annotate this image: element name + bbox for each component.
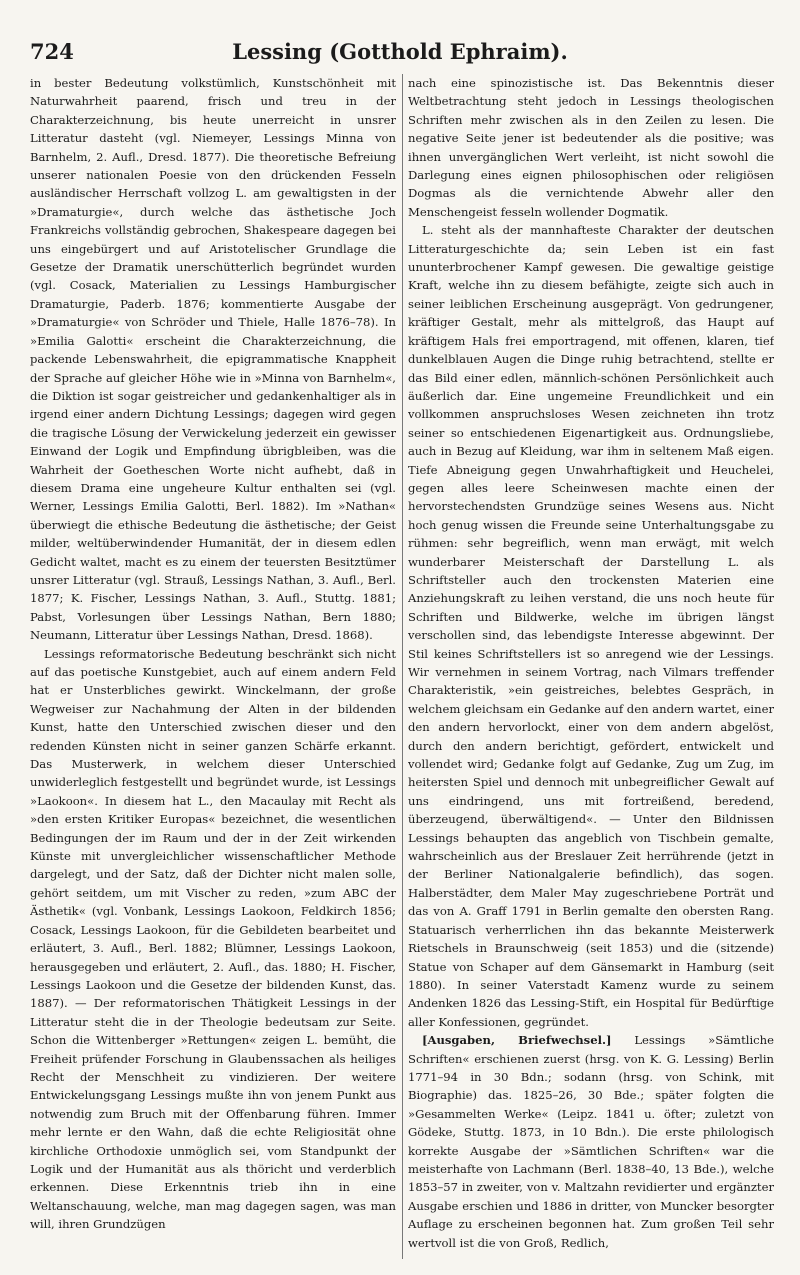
running-head: Lessing (Gotthold Ephraim).: [232, 38, 568, 64]
paragraph: L. steht als der mannhafteste Charakter der deutschen Litteraturgeschichte da; sein Leben ist ein fast ununterbrochener Kampf gewesen. Die gewaltige geistige Kraft, welche ihn zu diesem befähigte, zeigte sich auch in seiner leiblichen Erscheinung ausgeprägt. Von gedrungener, kräftiger Gestalt, mehr als mittelgroß, das Haupt auf kräftigem Hals frei emportragend, mit offenen, klaren, tief dunkelblauen Augen die Dinge ruhig betrachtend, stellte er das Bild einer edlen, männlich-schönen Persönlichkeit auch äußerlich dar. Eine ungemeine Freundlichkeit und ein vollkommen anspruchsloses Wesen zeichneten ihn trotz seiner so entschiedenen Eigenartigkeit aus. Ordnungsliebe, auch in Bezug auf Kleidung, war ihm in seltenem Maß eigen. Tiefe Abneigung gegen Unwahrhaftigkeit und Heuchelei, gegen alles leere Scheinwesen machte einen der hervorstechendsten Grundzüge seines Wesens aus. Nicht hoch genug wissen die Freunde seine Unterhaltungsgabe zu rühmen: sehr begreiflich, wenn man erwägt, mit welch wunderbarer Meisterschaft der Darstellung L. als Schriftsteller auch den trockensten Materien eine Anziehungskraft zu leihen verstand, die uns noch heute für Schriften und Bildwerke, welche im übrigen längst verschollen sind, das lebendigste Interesse abgewinnt. Der Stil keines Schriftstellers ist so anregend wie der Lessings. Wir vernehmen in seinem Vortrag, nach Vilmars treffender Charakteristik, »ein geistreiches, belebtes Gespräch, in welchem gleichsam ein Gedanke auf den andern wartet, einer den andern hervorlockt, einer von dem andern abgelöst, durch den andern berichtigt, gefördert, entwickelt und vollendet wird; Gedanke folgt auf Gedanke, Zug um Zug, im heitersten Spiel und dennoch mit unbegreiflicher Gewalt auf uns eindringend, uns mit fortreißend, beredend, überzeugend, überwältigend«. — Unter den Bildnissen Lessings behaupten das angeblich von Tischbein gemalte, wahrscheinlich aus der Breslauer Zeit herrührende (jetzt in der Berliner Nationalgalerie befindlich), das sogen. Halberstädter, dem Maler May zugeschriebene Porträt und das von A. Graff 1791 in Berlin gemalte den obersten Rang. Statuarisch verherrlichen ihn das bekannte Meisterwerk Rietschels in Braunschweig (seit 1853) und die (sitzende) Statue von Schaper auf dem Gänsemarkt in Hamburg (seit 1880). In seiner Vaterstadt Kamenz wurde zu seinem Andenken 1826 das Lessing-Stift, ein Hospital für Bedürftige aller Konfessionen, gegründet.: [408, 223, 774, 1029]
editions-paragraph: [408, 1031, 774, 1252]
column-rule: [402, 74, 403, 1259]
paragraph: Lessings reformatorische Bedeutung beschränkt sich nicht auf das poetische Kunstgebiet, auch auf einem andern Feld hat er Unsterbliches gewirkt. Winckelmann, der große Wegweiser zur Nachahmung der Alten in der bildenden Kunst, hatte den Unterschied zwischen dieser und den redenden Künsten nicht in seiner ganzen Schärfe erkannt. Das Musterwerk, in welchem dieser Unterschied unwiderleglich festgestellt und begründet wurde, ist Lessings »Laokoon«. In diesem hat L., den Macaulay mit Recht als »den ersten Kritiker Europas« bezeichnet, die wesentlichen Bedingungen der im Raum und der in der Zeit wirkenden Künste mit unvergleichlicher wissenschaftlicher Methode dargelegt, und der Satz, daß der Dichter nicht malen solle, gehört seitdem, um mit Vischer zu reden, »zum ABC der Ästhetik« (vgl. Vonbank, Lessings Laokoon, Feldkirch 1856; Cosack, Lessings Laokoon, für die Gebildeten bearbeitet und erläutert, 3. Aufl., Berl. 1882; Blümner, Lessings Laokoon, herausgegeben und erläutert, 2. Aufl., das. 1880; H. Fischer, Lessings Laokoon und die Gesetze der bildenden Kunst, das. 1887). — Der reformatorischen Thätigkeit Lessings in der Litteratur steht die in der Theologie bedeutsam zur Seite. Schon die Wittenberger »Rettungen« zeigen L. bemüht, die Freiheit prüfender Forschung in Glaubenssachen als heiliges Recht der Menschheit zu vindizieren. Der weitere Entwickelungsgang Lessings mußte ihn von jenem Punkt aus notwendig zum Bruch mit der Offenbarung führen. Immer mehr lernte er den Wahn, daß die echte Religiosität ohne kirchliche Orthodoxie unmöglich sei, vom Standpunkt der Logik und der Humanität aus als thöricht und verderblich erkennen. Diese Erkenntnis trieb ihn in eine Weltanschauung, welche, man mag dagegen sagen, was man will, ihren Grundzügen: [30, 646, 396, 1232]
paragraph: in bester Bedeutung volkstümlich, Kunstschönheit mit Naturwahrheit paarend, frisch und treu in der Charakterzeichnung, bis heute unerreicht in unsrer Litteratur dasteht (vgl. Niemeyer, Lessings Minna von Barnhelm, 2. Aufl., Dresd. 1877). Die theoretische Befreiung unserer nationalen Poesie von den drückenden Fesseln ausländischer Herrschaft vollzog L. am gewaltigsten in der »Dramaturgie«, durch welche das ästhetische Joch Frankreichs vollständig gebrochen, Shakespeare dagegen bei uns eingebürgert und auf Aristotelischer Grundlage die Gesetze der Dramatik unerschütterlich begründet wurden (vgl. Cosack, Materialien zu Lessings Hamburgischer Dramaturgie, Paderb. 1876; kommentierte Ausgabe der »Dramaturgie« von Schröder und Thiele, Halle 1876–78). In »Emilia Galotti« erscheint die Charakterzeichnung, die packende Lebenswahrheit, die epigrammatische Knappheit der Sprache auf gleicher Höhe wie in »Minna von Barnhelm«, die Diktion ist sogar geistreicher und gedankenhaltiger als in irgend einer andern Dichtung Lessings; dagegen wird gegen die tragische Lösung der Verwickelung jederzeit ein gewisser Einwand der Logik und Empfindung übrigbleiben, was die Wahrheit der Goetheschen Worte nicht aufhebt, daß in diesem Drama eine ungeheure Kultur enthalten sei (vgl. Werner, Lessings Emilia Galotti, Berl. 1882). Im »Nathan« überwiegt die ethische Bedeutung die ästhetische; der Geist milder, weltüberwindender Humanität, der in diesem edlen Gedicht waltet, macht es zu einem der teuersten Besitztümer unsrer Litteratur (vgl. Strauß, Lessings Nathan, 3. Aufl., Berl. 1877; K. Fischer, Lessings Nathan, 3. Aufl., Stuttg. 1881; Pabst, Vorlesungen über Lessings Nathan, Bern 1880; Neumann, Litteratur über Lessings Nathan, Dresd. 1868).: [30, 76, 396, 643]
page-number: 724: [30, 38, 74, 64]
section-tag: [Ausgaben, Briefwechsel.]: [422, 1033, 612, 1048]
page-header: [30, 34, 770, 68]
right-column: [408, 74, 774, 1259]
text-columns: [30, 74, 774, 1259]
left-column: [30, 74, 396, 1259]
editions-text: Lessings »Sämtliche Schriften« erschienen zuerst (hrsg. von K. G. Lessing) Berlin 1771–94 in 30 Bdn.; sodann (hrsg. von Schink, mit Biographie) das. 1825–26, 30 Bde.; später folgten die »Gesammelten Werke« (Leipz. 1841 u. öfter; zuletzt von Gödeke, Stuttg. 1873, in 10 Bdn.). Die erste philologisch korrekte Ausgabe der »Sämtlichen Schriften« war die meisterhafte von Lachmann (Berl. 1838–40, 13 Bde.), welche 1853–57 in zweiter, von v. Maltzahn revidierter und ergänzter Ausgabe erschien und 1886 in dritter, von Muncker besorgter Auflage zu erscheinen begonnen hat. Zum großen Teil sehr wertvoll ist die von Groß, Redlich,: [408, 1033, 774, 1250]
paragraph: nach eine spinozistische ist. Das Bekenntnis dieser Weltbetrachtung steht jedoch in Lessings theologischen Schriften mehr zwischen als in den Zeilen zu lesen. Die negative Seite jener ist bedeutender als die positive; was ihnen unvergänglichen Wert verleiht, ist nicht sowohl die Darlegung eines eignen philosophischen oder religiösen Dogmas als die vernichtende Abwehr aller den Menschengeist fesseln wollender Dogmatik.: [408, 76, 774, 219]
